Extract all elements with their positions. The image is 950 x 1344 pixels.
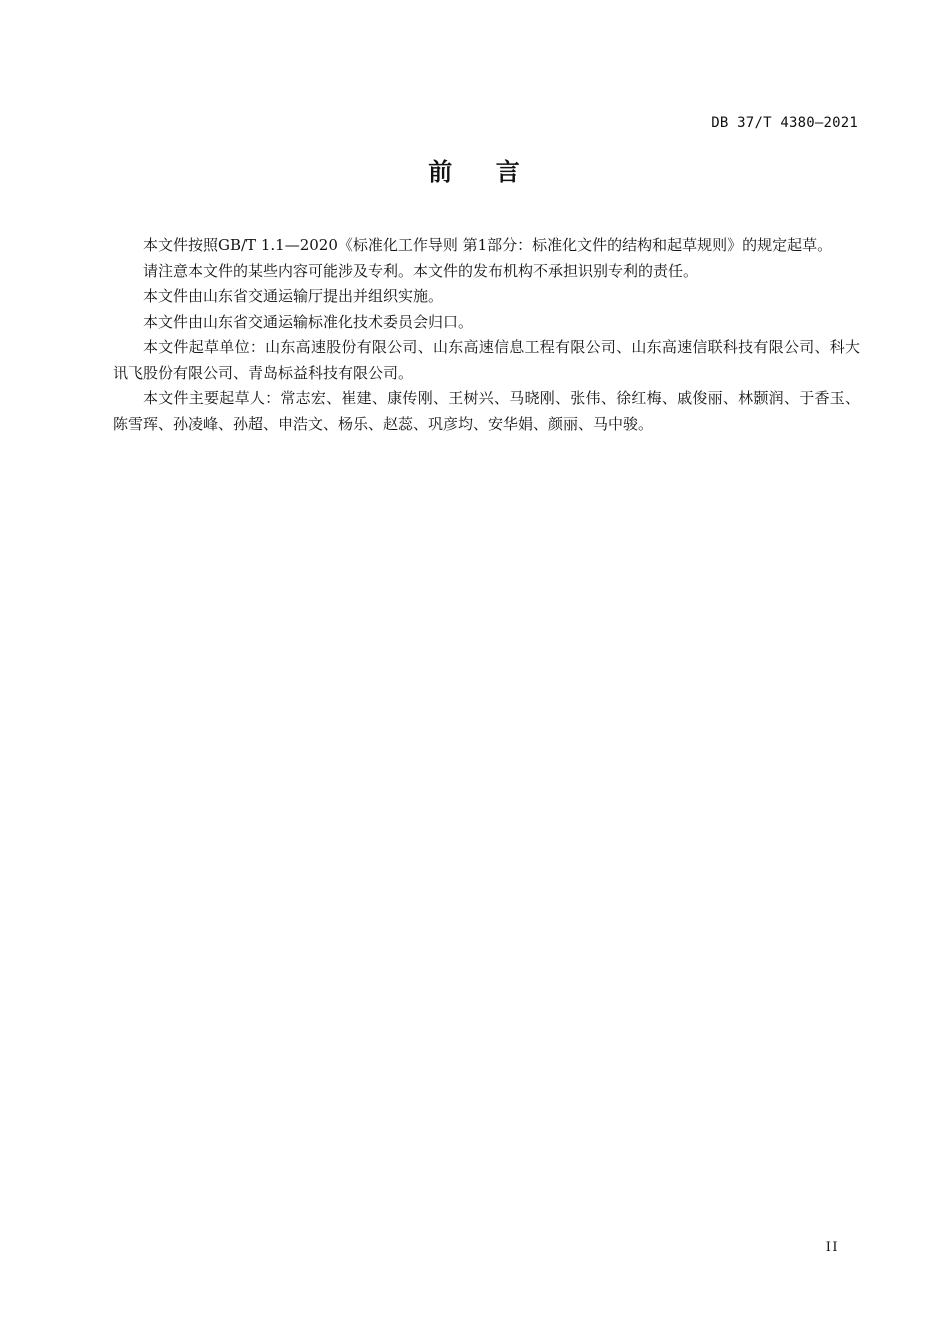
foreword-body: [113, 233, 860, 437]
paragraph-proposer: 本文件由山东省交通运输厅提出并组织实施。: [143, 287, 444, 305]
document-code: DB 37/T 4380—2021: [711, 115, 858, 131]
page-number: II: [825, 1240, 839, 1255]
paragraph-drafters: 本文件主要起草人：常志宏、崔建、康传刚、王树兴、马晓刚、张伟、徐红梅、戚俊丽、林颢润、于香玉、陈雪珲、孙凌峰、孙超、申浩文、杨乐、赵蕊、巩彦均、安华娟、颜丽、马中骏。: [113, 389, 860, 433]
paragraph-technical-committee: 本文件由山东省交通运输标准化技术委员会归口。: [143, 312, 474, 331]
section-title: 前 言: [428, 158, 522, 186]
paragraph-patent-notice: 请注意本文件的某些内容可能涉及专利。本文件的发布机构不承担识别专利的责任。: [143, 261, 699, 280]
paragraph-drafting-basis: 本文件按照GB/T 1.1—2020《标准化工作导则 第1部分：标准化文件的结构和起草规则》的规定起草。: [143, 236, 833, 254]
paragraph-drafting-units: 本文件起草单位：山东高速股份有限公司、山东高速信息工程有限公司、山东高速信联科技有限公司、科大讯飞股份有限公司、青岛标益科技有限公司。: [113, 338, 860, 382]
